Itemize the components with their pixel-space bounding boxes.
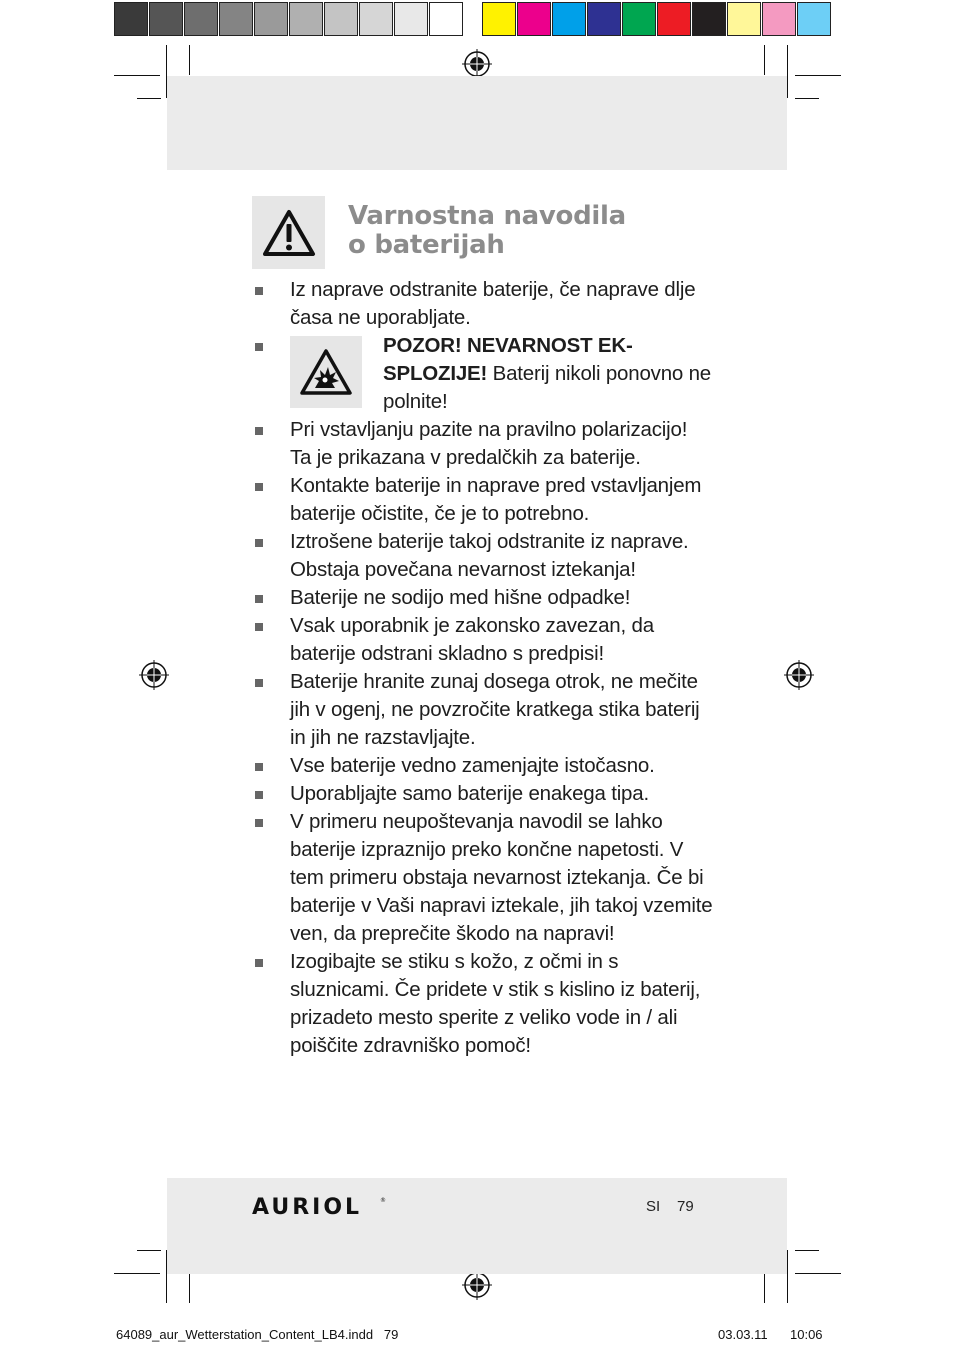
color-swatch	[552, 2, 586, 36]
list-item: Baterije ne sodijo med hišne odpadke!	[253, 584, 713, 612]
header-band	[167, 76, 787, 170]
registration-mark-icon	[784, 660, 814, 690]
crop-mark	[137, 1250, 161, 1251]
color-swatch	[657, 2, 691, 36]
bullet-square-icon	[255, 623, 263, 631]
gray-swatch	[184, 2, 218, 36]
bullet-square-icon	[255, 427, 263, 435]
registration-mark-icon	[462, 1270, 492, 1300]
registration-mark-icon	[462, 49, 492, 79]
list-item-explosion: POZOR! NEVARNOST EK-SPLOZIJE! Baterij nikoli ponovno ne polnite!	[253, 332, 713, 416]
svg-text:AURIOL: AURIOL	[252, 1195, 363, 1219]
gray-swatch	[149, 2, 183, 36]
bullet-square-icon	[255, 595, 263, 603]
page-number: 79	[677, 1198, 694, 1215]
list-item: Vsak uporabnik je zakonsko zavezan, da baterije odstrani skladno s predpisi!	[253, 612, 713, 668]
crop-mark	[795, 1250, 819, 1251]
list-item: Vse baterije vedno zamenjajte istočasno.	[253, 752, 713, 780]
bullet-square-icon	[255, 483, 263, 491]
explosion-box	[290, 336, 362, 408]
crop-mark	[795, 75, 841, 76]
bullet-square-icon	[255, 287, 263, 295]
bullet-square-icon	[255, 819, 263, 827]
crop-mark	[764, 45, 765, 75]
bullet-square-icon	[255, 343, 263, 351]
gray-swatch	[394, 2, 428, 36]
list-item: Iztrošene baterije takoj odstranite iz naprave. Obstaja povečana nevarnost iztekanja!	[253, 528, 713, 584]
bullet-square-icon	[255, 539, 263, 547]
auriol-logo	[252, 1193, 387, 1219]
crop-mark	[787, 45, 788, 98]
bullet-square-icon	[255, 959, 263, 967]
footer-language: SI	[646, 1198, 661, 1215]
color-swatch	[587, 2, 621, 36]
color-swatch	[482, 2, 516, 36]
list-item: Baterije hranite zunaj dosega otrok, ne mečite jih v ogenj, ne povzročite kratkega stika baterij in jih ne razstavljajte.	[253, 668, 713, 752]
list-item: Iz naprave odstranite baterije, če naprave dlje časa ne uporabljate.	[253, 276, 713, 332]
safety-list	[253, 276, 713, 1060]
list-item: Pri vstavljanju pazite na pravilno polarizacijo! Ta je prikazana v predalčkih za baterije.	[253, 416, 713, 472]
warning-box	[252, 196, 325, 269]
explosion-warning-strong: POZOR! NEVARNOST EK-SPLOZIJE!	[383, 334, 633, 385]
title-line-2: o baterijah	[348, 230, 505, 260]
gray-swatch	[429, 2, 463, 36]
gray-swatch	[324, 2, 358, 36]
crop-mark	[137, 98, 161, 99]
slug-time: 10:06	[790, 1327, 823, 1342]
crop-mark	[795, 98, 819, 99]
process-color-bar	[482, 2, 832, 36]
bullet-square-icon	[255, 791, 263, 799]
page-title	[348, 202, 688, 260]
crop-mark	[795, 1273, 841, 1274]
bullet-square-icon	[255, 763, 263, 771]
list-item: Uporabljajte samo baterije enakega tipa.	[253, 780, 713, 808]
gray-swatch	[114, 2, 148, 36]
slug-date: 03.03.11	[718, 1327, 768, 1342]
color-swatch	[622, 2, 656, 36]
bullet-square-icon	[255, 679, 263, 687]
slug-filename: 64089_aur_Wetterstation_Content_LB4.indd 79	[116, 1327, 399, 1342]
list-item: V primeru neupoštevanja navodil se lahko baterije izpraznijo preko končne napetosti. V tem primeru obstaja nevarnost iztekanja. Če bi baterije v Vaši napravi iztekale, jih takoj vzemite ven, da preprečite škodo na napravi!	[253, 808, 713, 948]
crop-mark	[114, 1273, 160, 1274]
list-item: Kontakte baterije in naprave pred vstavljanjem baterije očistite, če je to potrebno.	[253, 472, 713, 528]
crop-mark	[787, 1250, 788, 1303]
svg-text:®: ®	[380, 1197, 386, 1204]
warning-triangle-icon	[262, 209, 316, 257]
gray-color-bar	[114, 2, 464, 36]
color-swatch	[517, 2, 551, 36]
gray-swatch	[219, 2, 253, 36]
color-swatch	[797, 2, 831, 36]
color-swatch	[762, 2, 796, 36]
gray-swatch	[254, 2, 288, 36]
title-line-1: Varnostna navodila	[348, 201, 626, 231]
color-swatch	[692, 2, 726, 36]
explosion-warning-icon	[299, 348, 353, 396]
color-swatch	[727, 2, 761, 36]
list-item: Izogibajte se stiku s kožo, z očmi in s sluznicami. Če pridete v stik s kislino iz baterij, prizadeto mesto sperite z veliko vode in / ali poiščite zdravniško pomoč!	[253, 948, 713, 1060]
registration-mark-icon	[139, 660, 169, 690]
crop-mark	[114, 75, 160, 76]
gray-swatch	[359, 2, 393, 36]
gray-swatch	[289, 2, 323, 36]
crop-mark	[189, 45, 190, 75]
